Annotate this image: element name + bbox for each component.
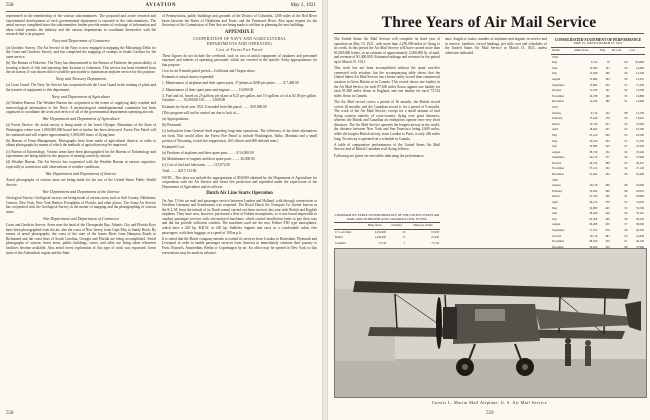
performance-table-cell: 95 [624, 132, 628, 137]
performance-table-cell: September [552, 155, 565, 160]
comparative-table-header: Fatalities [387, 223, 406, 230]
left-running-head [6, 3, 316, 12]
performance-table-cell: 371 [605, 155, 610, 160]
left-col2-paragraph: (This program will not be carried out due to lack of— [162, 110, 240, 115]
right-col1-paragraph: Following are given ver one tables indicating the performance. [334, 153, 425, 158]
performance-table-cell: 38,060 [636, 222, 644, 227]
performance-table-cell: 93 [624, 200, 628, 205]
performance-table-cell: 25,640 [636, 149, 644, 154]
performance-table-cell: 1918 [552, 54, 558, 59]
performance-table-cell: December [552, 172, 564, 177]
performance-table-cell: 30,118 [589, 183, 598, 188]
left-col1-paragraph: (a) Forest Service. An aerial survey is being made of the forest Olympic Mountains of the State of Washington where over 1,000,000,000 board feet of timber has been destroyed. Forest Fire Patrol will be continued and will require approximately 1,000,000 hours of flying time. [6, 123, 156, 137]
article-title: Three Years of Air Mail Service [381, 14, 597, 31]
performance-table-cell: December [552, 244, 564, 249]
performance-table-cell: June [552, 138, 558, 143]
right-col1-paragraph: The Air Mail record covers a period of 36 months, the British record covers 26 months, and the Canadian record is for a period of 9 months. The work of the Air Mail Service, except for a small amount of trial flying consists entirely of cross-country flying over great distances, whereas the British and Canadian air enterprises operate over very short distances. The Air Mail Service operates the longest airway in the world, the distance between New York and San Francisco being 2,680 miles, while the longest British airway, from London to Paris, is only 240 miles long. No airway is operated on a schedule in Canada. [334, 99, 440, 141]
performance-table-cell: 94 [624, 71, 628, 76]
performance-table-cell: November [552, 93, 565, 98]
comparative-table-cell: 23 [402, 230, 406, 234]
left-col2-paragraph: 3. Fuel and oil, based on 25 gallons per plane at $.25 per gallon, and 1½ gallons of oil at $1.00 per gallon. Gasoline ........ 35,000.00 Oil ........ 5,000.00 [162, 93, 317, 103]
performance-table-cell: 88 [624, 188, 628, 193]
mail-airplane-photo [334, 248, 647, 398]
performance-table-cell: 32,680 [589, 144, 598, 149]
comparative-table [334, 214, 440, 246]
performance-table-cell: 426 [605, 211, 610, 216]
performance-table-cell: 340 [605, 194, 610, 199]
comparative-table-cell: 1 [403, 241, 406, 245]
left-col1-paragraph: (b) The Bureau of Fisheries. The Navy has demonstrated to the Bureau of Fisheries the practicability of locating schools of fish and reporting their location to fishermen. This service has been rendered from the air station. It was shown that it would be practicable to maintain an airplane service for this purpose. [6, 60, 156, 75]
performance-table-cell: 202 [605, 82, 610, 87]
performance-table-cell: 36,520 [636, 216, 644, 221]
performance-table-cell: 459 [605, 222, 610, 227]
performance-table-cell: 89 [624, 172, 628, 177]
performance-table-cell: 280 [605, 183, 610, 188]
performance-table-cell: 29,456 [589, 138, 598, 143]
performance-table-cell: 91 [624, 239, 628, 244]
performance-table-cell: 13,984 [589, 76, 598, 81]
right-col1-paragraph: A table of comparative performances of the United States Air Mail Service and of British Canadian civil flying follows: [334, 142, 440, 152]
performance-table-cell: 378 [605, 200, 610, 205]
performance-table-cell: 31,402 [589, 172, 598, 177]
performance-table-cell: October [552, 233, 562, 238]
left-col1-paragraph: (a) Weather Bureau. The Weather Bureau has cooperated to the extent of supplying daily weather and meteorological information to the Navy. A meteorological interdepartmental committee has been organized to coordinate the work and service of all of the governmental departments operating aircraft. [6, 101, 156, 115]
performance-table-cell: 28,890 [636, 194, 644, 199]
left-col2-paragraph: NOTE—This does not include the appropriation of $50,000 obtained by the Department of Agriculture for cooperation with the Air Service and forest fire protection and expended under the supervision of the Department of Agriculture and its officers. [162, 175, 317, 189]
performance-table-cell: 269 [605, 132, 610, 137]
performance-table-header: Miles flown [573, 48, 598, 55]
performance-table-cell: 18,500 [636, 132, 644, 137]
left-col2-paragraph: It is stated that the Dutch company intends to extend its services from London to Rotterdam, Plymouth and Liverpool in order to enable passenger services from America to immediately continue their journey to Paris, Brussels, Amsterdam, Berlin or Copenhagen by air. An office may be opened in New York so that reservations may be made in advance. [162, 236, 317, 255]
performance-table-cell: 23,100 [636, 144, 644, 149]
performance-table-header: Month [551, 48, 573, 55]
performance-table-cell: 96 [624, 211, 628, 216]
right-page-column-2 [445, 37, 547, 245]
comparative-table-cell: 91,000 [431, 236, 439, 239]
performance-table-cell: 14,890 [636, 65, 644, 70]
left-col1-paragraph: (d) Weather Bureau. The Air Service has cooperated with the Weather Bureau in various capacities, especially in connection with observations of weather conditions. [6, 160, 156, 169]
performance-table-cell: 296 [605, 188, 610, 193]
left-col1-paragraph: Coast and Geodetic Survey. Areas near the head of the Chesapeake Bay, Atlantic City and Florida Keys have been photographed from the air, also the coast of New Jersey, from Cape May to Sandy Hook. By means of aerial photographs, the coast of the state of the James River from Hampton Roads to Richmond and the coast lines of South Carolina, Georgia and Florida are being accomplished. Aerial photographs of various forest areas, public buildings, rivers, and other are being taken whenever facilities become available. Also aerial forest exploration of this type of work was requested: forest areas of the Adirondack region and the State [6, 222, 156, 255]
performance-table-cell: October [552, 160, 562, 165]
performance-table-cell: 452 [605, 239, 610, 244]
performance-table-cell: 14,740 [589, 121, 598, 126]
left-col1-paragraph: Geological Survey. Geological surveys are being made of various areas such as Salt County, Oklahoma; Geneva, New York; New York Harbor; Everglades of Florida, and other places. The Army Air Service has cooperated with the Geological Survey in the matter of mapping and the photographing of various areas. [6, 195, 156, 214]
comparative-table-cell: 13 [402, 236, 406, 239]
performance-table-cell: July [552, 144, 557, 149]
left-col2-heading: Dutch Air Line Starts Operation [206, 191, 273, 197]
performance-table-cell: November [552, 239, 565, 244]
performance-table-cell: 23,120 [589, 132, 598, 137]
performance-table-cell: April [552, 127, 559, 132]
right-col1-paragraph: The United States Air Mail Service will complete its third year of operation on May 15, 1921, with more than 2,250,000 miles of flying to its credit. In this period the Air Mail Service will have carried more than 81,000,000 letters, or an estimate of approximately 2,000,000 lb. of mail, and revenue of $1,400,000. Estimated mileage and revenue for the period up to March 15, 1921. [334, 37, 440, 64]
performance-table-cell: 26,010 [636, 188, 644, 193]
performance-table-cell: May [552, 205, 558, 210]
performance-table-header: Trips [598, 48, 610, 55]
left-col1-heading: War Department and Department of Agriculture [42, 116, 120, 122]
performance-table-cell: 95 [624, 160, 628, 165]
left-col2-heading: APPENDIX E [224, 29, 255, 35]
performance-table [551, 38, 645, 249]
performance-table-cell: 95 [624, 93, 628, 98]
performance-table-cell: 90 [624, 65, 628, 70]
performance-table-cell: 92 [624, 88, 628, 93]
left-col2-paragraph: 2. Maintenance of their spare parts and engines ........ 10,000.00 [162, 87, 254, 92]
performance-table-cell: 96 [624, 228, 628, 232]
left-header-title: AVIATION [145, 3, 177, 8]
comparative-table-cell: Canadian [335, 241, 346, 245]
performance-table-cell: 11,946 [589, 71, 598, 76]
performance-table-cell: 16,188 [589, 93, 598, 98]
performance-table-cell: 405 [605, 205, 610, 210]
performance-table-cell: 42,116 [589, 155, 598, 160]
comparative-table-row [334, 241, 440, 247]
left-col2-paragraph: Estimate of actual money expended: [162, 75, 215, 80]
performance-table-cell: June [552, 65, 558, 70]
left-col1-heading: War Department and Department of the Interior [42, 188, 120, 194]
left-page-number: 558 [6, 411, 14, 416]
performance-table-cell: 13,590 [636, 88, 644, 93]
performance-table-cell: 15,450 [636, 82, 644, 87]
performance-table-cell: May [552, 132, 558, 137]
performance-table-title: CONSOLIDATED STATEMENT OF PERFORMANCE [554, 38, 642, 42]
performance-table-cell: August [552, 149, 561, 154]
performance-table-cell: 14,184 [589, 99, 598, 104]
left-col1-heading: Navy and Treasury Department [55, 76, 107, 82]
performance-table-cell: July [552, 71, 557, 76]
performance-table-cell: January [552, 110, 561, 115]
performance-table-cell: 41,850 [636, 233, 644, 238]
performance-table-cell: 88 [624, 244, 628, 249]
comparative-table-cell: 2,250,000 [374, 230, 386, 234]
performance-table-cell: 11,180 [589, 88, 598, 93]
right-col1-paragraph: This work has not been accomplished without the usual sacrifice connected with aviation, but the accompanying table shows that the United States Air Mail Service has a better safety record than commercial aviation in Great Britain or in Canada. This record shows one fatality in the Air Mail Service for each 97,630 miles flown, against one fatality for each 91,000 miles flown in England, and one fatality for each 73,744 miles flown in Canada. [334, 66, 440, 98]
performance-table-cell: 70 [606, 60, 610, 65]
left-col2-paragraph: (c) Indications from General Staff regarding long-time operations. The efficiency of the three alternatives set forth. This would allow the Forest Fire Patrol to include Washington, Idaho, Montana and a small portion of Wyoming, a total fire suppression, 160 officers and 600 enlisted men.) [162, 129, 317, 143]
left-col1-heading: Navy and Department of Agriculture [51, 94, 111, 99]
left-col2-heading: Cost of Forest Fire Patrol [216, 48, 263, 53]
comparative-table-cell: U. S. Air Mail [335, 230, 351, 234]
title-rule [334, 33, 644, 34]
left-col2-paragraph: (a) Purchase of airplanes and their spare parts ........ $ 54,000.00 [162, 150, 254, 155]
performance-table-cell: July [552, 216, 557, 221]
comparative-table-header: Miles per fatality [406, 223, 440, 230]
left-col1-paragraph: (a) Coast Guard. The Navy Air Service has cooperated with the Coast Guard in the training of pilots and the transfer of equipment to this department. [6, 83, 156, 92]
performance-table-cell: 14,210 [636, 76, 644, 81]
performance-table-cell: April [552, 200, 559, 205]
mail-airplane-illustration [335, 249, 646, 397]
performance-table-cell: 84 [624, 60, 628, 65]
performance-table-cell: 44,724 [589, 160, 598, 165]
performance-table-cell: 54,980 [589, 205, 598, 210]
performance-table-cell: 325 [605, 144, 610, 149]
performance-table-cell: 37,980 [636, 244, 644, 249]
comparative-table-cell: 73,744 [431, 241, 439, 245]
performance-table-cell: 74,116 [589, 233, 598, 238]
performance-table-cell: 15,880 [636, 93, 644, 98]
performance-table-cell: 94 [624, 127, 628, 132]
left-col1-paragraph: (a) Geodetic Survey. The Air Service of the Navy is now engaged in mapping the Mississippi Delta for the Coast and Geodetic Survey, and has completed the mapping of swamps in South Carolina for the same service. [6, 45, 156, 59]
performance-table-header: Cost [628, 48, 645, 55]
performance-table-cell: 487 [605, 233, 610, 238]
performance-table-grid [551, 47, 645, 273]
performance-table-cell: 1920 [552, 177, 558, 182]
performance-table-cell: 88 [624, 110, 628, 115]
left-col1-heading: Navy and Department of Commerce [52, 38, 110, 44]
performance-table-cell: 13,440 [589, 116, 598, 121]
performance-table-cell: 142 [605, 110, 610, 115]
performance-table-cell: September [552, 228, 565, 232]
left-col2-heading: DEPARTMENTS AND OPERATING [206, 42, 273, 47]
performance-table-cell: 95 [624, 205, 628, 210]
performance-table-cell: 94 [624, 233, 628, 238]
performance-table-cell: 97 [624, 222, 628, 227]
performance-table-cell: 15,804 [589, 82, 598, 87]
performance-table-cell: 92 [624, 166, 628, 171]
left-header-page-number: 558 [6, 3, 14, 8]
performance-table-cell: February [552, 188, 563, 193]
performance-table-cell: 5,334 [590, 60, 598, 65]
left-col1-paragraph: (c) Bureau of Entomology. Various areas have been photographed for the Bureau of Entomology and experiments are being made for the purpose of treating cotton by aircraft. [6, 149, 156, 159]
performance-table-cell: $ 9,800 [635, 60, 644, 65]
comparative-table-cell: 97,630 [431, 230, 439, 234]
performance-table-cell: 292 [605, 172, 610, 177]
left-col1-paragraph: represented in the membership of the various subcommittees. The proposed and active research and experimental development of each governmental department is reported to the subcommittees. The aerial surveys completed since the subcommittee further provide means of exchange of information and ideas which permits the industry and the various departments to coordinate themselves with the research that is in progress. [6, 14, 156, 37]
left-page-column-1 [6, 14, 156, 412]
photo-caption: Curtiss L. Martin Mail Airplane, U. S. Air Mail Service [432, 400, 547, 405]
performance-table-cell: 161 [605, 88, 610, 93]
left-page-column-2 [162, 14, 317, 412]
performance-table-cell: 90 [624, 116, 628, 121]
performance-table-cell: 91 [624, 194, 628, 199]
performance-table-cell: 201 [605, 121, 610, 126]
performance-table-cell: 21,330 [636, 138, 644, 143]
left-col2-paragraph: of Pennsylvania, public buildings and grounds of the District of Columbia, 1200 miles of the Red River basin between the States of Oklahoma and Texas, and the Tennessee River. Also upon request for the Secretary of the Commission of Fine Arts are being made to aid him in planning the new buildings. [162, 14, 317, 28]
performance-table-cell: 27,120 [636, 166, 644, 171]
performance-table-cell: 97 [624, 138, 628, 143]
left-col2-paragraph: (b) Personnel [162, 123, 182, 128]
performance-table-cell: 180 [605, 99, 610, 104]
performance-table-cell: January [552, 183, 561, 188]
performance-table-cell: 15,090 [636, 121, 644, 126]
left-col2-paragraph: These figures do not include the overhead, such as cost of initial equipment of airplanes and personnel expenses and salaries of operating personnel, which are covered in the specific Army appropriations for that purpose. [162, 53, 317, 67]
performance-table-cell: 14,584 [589, 65, 598, 70]
performance-table-cell: 38,740 [589, 149, 598, 154]
left-header-date: May 2, 1921 [290, 3, 316, 8]
comparative-table-header: Miles flown [362, 223, 387, 230]
performance-table-cell: 40,330 [636, 228, 644, 232]
performance-table-cell: 380 [605, 160, 610, 165]
performance-table-cell: 31,050 [636, 200, 644, 205]
left-col2-paragraph: Cost for an 8 month patrol period—California and Oregon alone. [162, 69, 256, 74]
comparative-table-cell: 73,744 [378, 241, 386, 245]
performance-table-cell: August [552, 76, 561, 81]
performance-table-cell: August [552, 222, 561, 227]
performance-table-cell: 37,212 [589, 166, 598, 171]
performance-table-cell: 97 [624, 82, 628, 87]
performance-table-cell: 40,120 [636, 239, 644, 244]
performance-table-cell: 66,908 [589, 222, 598, 227]
performance-table-cell: 14,660 [636, 99, 644, 104]
performance-table-cell: November [552, 166, 565, 171]
left-col1-heading: War Department and Department of Interior [45, 171, 117, 177]
left-col1-paragraph: Aerial photographs of various areas are being made for the use of the United States Public Health Service. [6, 178, 156, 187]
comparative-table-cell: British [335, 236, 343, 239]
left-col2-paragraph: Estimated Cost: [162, 144, 185, 149]
comparative-table-cell: 1,200,000 [374, 236, 386, 239]
left-col1-heading: War Department and Department of Commerce [42, 215, 120, 221]
performance-table-cell: 97 [624, 144, 628, 149]
left-col1-paragraph: (b) Bureau of Farm Management. Photographs have been made of agricultural districts in order to obtain photographs by means of which the methods of agriculture may be improved. [6, 138, 156, 148]
performance-table-cell: March [552, 194, 560, 199]
performance-table-cell: 196 [605, 93, 610, 98]
performance-table-cell: 184 [605, 76, 610, 81]
performance-table-cell: 96 [624, 76, 628, 81]
left-col2-paragraph: Estimate for fiscal year 1922. Extended from 6th patrol ........ $59,000.00 [162, 104, 267, 109]
performance-table-cell: 476 [605, 228, 610, 232]
performance-table-cell: 59,620 [589, 244, 598, 249]
performance-table-subtitle: MAY 15, 1918 TO MARCH 15, 1921 [573, 41, 623, 46]
performance-table-cell: May [552, 60, 558, 65]
performance-table-cell: September [552, 82, 565, 87]
left-col2-paragraph: (c) Cost of fuel and lubricants ........ 115,872.00 [162, 163, 231, 168]
performance-table-cell: 49,212 [589, 200, 598, 205]
performance-table-cell: 440 [605, 216, 610, 221]
performance-table-header: Per cent [611, 48, 629, 55]
performance-table-cell: 96 [624, 155, 628, 160]
left-col2-heading: COOPERATION OF NAVY AND AGRICULTURAL [192, 36, 287, 41]
performance-table-cell: 322 [605, 166, 610, 171]
performance-table-cell: 27,980 [636, 155, 644, 160]
comparative-table-grid [334, 222, 440, 246]
performance-table-cell: 9,714 [590, 110, 598, 115]
performance-table-cell: October [552, 88, 562, 93]
performance-table-cell: 13,910 [636, 116, 644, 121]
performance-table-cell: 191 [605, 65, 610, 70]
performance-table-cell: 91 [624, 99, 628, 104]
right-page [328, 0, 650, 420]
performance-table-cell: 12,340 [636, 71, 644, 76]
performance-table-cell: 12,740 [636, 110, 644, 115]
performance-table-cell: 24,900 [636, 183, 644, 188]
performance-table-cell: 35,110 [636, 211, 644, 216]
performance-table-cell: March [552, 121, 560, 126]
performance-table-cell: 227 [605, 127, 610, 132]
comparative-table-title: COMPARATIVE TABLE OF PERFORMANCE OF THE UNITED STATES AIR MAIL AND OF BRITISH AND CANADIAN CIVIL FLYING [334, 213, 440, 221]
performance-table-cell: 170 [605, 116, 610, 121]
performance-table-cell: 96 [624, 216, 628, 221]
left-col2-paragraph: Total ........ $217,133.00 [162, 169, 197, 174]
performance-table-cell: 62,300 [589, 216, 598, 221]
left-col2-paragraph: (b) Maintenance of engines and their spare parts ........ 26,000.00 [162, 157, 255, 162]
performance-table-cell: 29,310 [636, 160, 644, 165]
performance-table-cell: 41,760 [589, 194, 598, 199]
performance-table-cell: 68,540 [589, 239, 598, 244]
performance-table-cell: 58,440 [589, 211, 598, 216]
performance-table-cell: 96 [624, 149, 628, 154]
right-page-column-1 [334, 37, 440, 213]
performance-table-cell: 18,462 [589, 127, 598, 132]
right-page-number: 559 [486, 411, 494, 416]
left-col2-paragraph: On Apr. 15 the air mail and passenger service between London and Holland, with through connections to Northern Germany and Scandinavia was reopened. The Royal Dutch Air Transport Co. (better known as the K.L.M. from the initials of its Dutch name) carried out these services last year with British and English airplanes. They have now, however, purchased a fleet of Fokker monoplanes, so it was found impossible to conduct passenger services with one-motored machines, which carried insufficient loads to pay their way and did not provide sufficient comfort. The machines used are the new Fokker F.III type monoplanes, which have a 220 hp. R.R.W. or 240 hp. Siddeley engines and carry in a comfortable cabin, five passengers, with their luggage, at a speed of 100 m.p.h. [162, 198, 317, 235]
performance-table-cell: 92 [624, 121, 628, 126]
performance-table-cell: February [552, 116, 563, 121]
left-col2-paragraph: (a) Appropriations [162, 116, 189, 121]
left-col2-paragraph: 1. Maintenance of airplanes and their spares parts, 37 planes at $200 per plane ........ $ 7,400.00 [162, 81, 299, 86]
performance-table-cell: 410 [605, 244, 610, 249]
performance-table-cell: 33,740 [636, 205, 644, 210]
performance-table-cell: 352 [605, 149, 610, 154]
right-col2-paragraph: ance, length of routes, number of airplanes and engines in service and in reserve, fatalities, forced landings, per mile cost and schedules of the United States Air Mail Service to March 15, 1921, unless otherwise indicated. [445, 37, 547, 55]
performance-table-cell: 1919 [552, 104, 558, 109]
performance-table-cell: 16,780 [636, 127, 644, 132]
performance-table-cell: 166 [605, 71, 610, 76]
left-page [0, 0, 322, 420]
performance-table-cell: 303 [605, 138, 610, 143]
performance-table-cell: 33,504 [589, 188, 598, 193]
performance-table-cell: 86 [624, 183, 628, 188]
performance-table-cell: December [552, 99, 564, 104]
performance-table-cell: 25,400 [636, 172, 644, 177]
performance-table-cell: 71,372 [589, 228, 598, 232]
performance-table-cell: June [552, 211, 558, 216]
